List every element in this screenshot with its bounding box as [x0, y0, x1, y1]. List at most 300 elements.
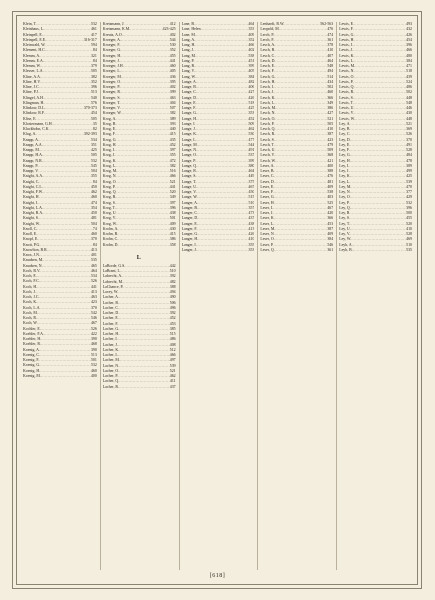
- entry-pages: 502: [327, 85, 334, 89]
- entry-name: Lewis, P.: [339, 79, 354, 84]
- entry-pages: 407: [327, 53, 334, 58]
- entry-pages: 423-425: [162, 27, 176, 32]
- entry-name: Lacher, R.: [102, 384, 119, 389]
- entry-pages: 438: [169, 211, 176, 215]
- entry-name: Krog, Q.: [102, 190, 117, 194]
- entry-pages: 460: [327, 90, 334, 95]
- entry-name: Lang, W.: [181, 74, 196, 79]
- entry-name: Leser, D.: [260, 179, 275, 184]
- entry-name: Koch, J.C.: [23, 295, 40, 299]
- entry-pages: 513: [90, 352, 97, 357]
- entry-name: Koehler, F.A.: [23, 331, 44, 336]
- entry-name: Lesch, C.: [260, 53, 276, 58]
- entry-name: Leyh, A.: [339, 242, 353, 247]
- entry-name: Lacher, B.: [102, 300, 119, 305]
- index-entry: [103, 385, 176, 390]
- dot-leader: [119, 385, 170, 390]
- entry-pages: 505: [327, 121, 334, 126]
- entry-name: Ley, P.: [339, 200, 350, 205]
- entry-name: Lesch, J.: [260, 90, 275, 95]
- entry-name: Koch, B.V.: [23, 268, 41, 273]
- entry-name: Krog, O.: [102, 179, 117, 184]
- entry-pages: 446: [406, 106, 412, 110]
- entry-pages: 534: [90, 274, 97, 278]
- entry-pages: 505: [90, 69, 97, 74]
- entry-pages: 562-563: [320, 22, 334, 26]
- entry-name: Knoll, E.: [23, 232, 38, 236]
- entry-name: Krog, N.: [102, 174, 117, 179]
- dot-leader: [275, 248, 328, 253]
- entry-pages: 400: [327, 163, 334, 168]
- entry-name: Ley, L.: [339, 179, 351, 184]
- entry-pages: 382: [169, 163, 176, 168]
- entry-pages: 448: [406, 95, 412, 100]
- entry-pages: 452: [169, 316, 176, 321]
- entry-pages: 509: [327, 148, 334, 152]
- entry-name: Kluckhohn, C.K.: [23, 127, 50, 131]
- dot-leader: [41, 374, 91, 379]
- entry-name: Lange, F.: [181, 106, 197, 110]
- entry-pages: 357: [248, 205, 255, 210]
- entry-name: Leser, E.: [260, 184, 275, 189]
- column-2-l-entries: [103, 264, 176, 390]
- entry-name: Koch, M.: [23, 310, 38, 315]
- entry-name: Knight, H.: [23, 195, 40, 200]
- entry-name: Ley, T.: [339, 221, 350, 226]
- entry-name: Ley, Q.: [339, 205, 351, 210]
- entry-pages: 501: [90, 358, 97, 362]
- index-column-5: [336, 22, 415, 570]
- entry-pages: 388: [327, 169, 334, 173]
- entry-name: Lacher, F.: [102, 321, 119, 326]
- entry-name: Koehler, H.: [23, 337, 42, 341]
- entry-name: Lewis, H.: [339, 37, 355, 42]
- entry-pages: 476: [327, 174, 334, 179]
- entry-name: Kreutz, A.O.: [102, 32, 123, 37]
- index-column-2: [100, 22, 179, 570]
- entry-pages: 432: [406, 27, 412, 32]
- entry-pages: 534: [90, 137, 97, 142]
- entry-name: Lesch, I.: [260, 85, 274, 89]
- entry-name: Lacher, E.: [102, 316, 119, 321]
- entry-name: Krog, W.: [102, 221, 117, 226]
- entry-pages: 515: [248, 195, 255, 200]
- entry-pages: 377: [406, 190, 412, 194]
- entry-pages: 515: [169, 332, 176, 336]
- entry-name: Lange, G.: [181, 111, 198, 116]
- entry-name: Koch, H.: [23, 284, 38, 289]
- entry-pages: 494: [169, 290, 176, 294]
- entry-name: Lang, R.: [181, 64, 196, 68]
- entry-pages: 538: [327, 190, 334, 194]
- entry-pages: 521: [327, 116, 334, 121]
- entry-pages: 417: [90, 32, 97, 37]
- entry-name: Lange, B.: [181, 85, 197, 89]
- entry-name: Leser, F.: [260, 190, 274, 194]
- entry-pages: 465: [90, 263, 97, 268]
- entry-name: Lesch, O.: [260, 116, 276, 121]
- entry-name: Koch, L.A.: [23, 305, 41, 310]
- entry-name: Kroeger, H.: [102, 53, 122, 58]
- entry-name: Leser, L.: [260, 221, 275, 226]
- entry-name: Lacher, O.: [102, 368, 120, 373]
- entry-pages: 532: [90, 363, 97, 368]
- entry-pages: 434: [327, 79, 334, 84]
- section-heading: L: [136, 254, 142, 261]
- entry-pages: 455: [406, 216, 412, 221]
- entry-name: Lewis, S.: [339, 95, 354, 100]
- entry-name: Koenig, G.: [23, 363, 41, 368]
- entry-pages: 504: [90, 221, 97, 226]
- entry-pages: 378: [327, 43, 334, 47]
- entry-pages: 521: [406, 121, 412, 126]
- entry-name: Leser, B.: [260, 169, 275, 173]
- entry-name: Klinkow, D.L.: [23, 106, 46, 110]
- entry-pages: 384: [248, 74, 255, 79]
- entry-name: Ley, N.: [339, 190, 351, 194]
- entry-name: Lange, J.: [181, 127, 196, 131]
- entry-pages: 526: [90, 326, 97, 331]
- entry-pages: 468: [90, 342, 97, 347]
- entry-pages: 500: [406, 211, 412, 215]
- entry-pages: 490: [169, 295, 176, 300]
- entry-pages: 494: [327, 69, 334, 74]
- entry-pages: 491: [248, 148, 255, 152]
- entry-pages: 482: [248, 79, 255, 84]
- entry-name: Leopold, M.: [260, 27, 280, 32]
- entry-name: Leser, Q.: [260, 247, 275, 252]
- entry-name: Lewis, N.: [339, 69, 355, 74]
- entry-name: Lesch, N.: [260, 111, 276, 116]
- entry-pages: 423: [90, 300, 97, 305]
- entry-pages: 497: [169, 358, 176, 363]
- entry-name: Lang, V.: [181, 69, 195, 74]
- entry-name: Langer, A.: [181, 200, 198, 205]
- entry-name: Lewis, I.: [339, 43, 353, 47]
- entry-pages: 355: [90, 174, 97, 179]
- entry-name: Knoll, C.: [23, 226, 38, 231]
- entry-name: Lacher, D.: [102, 311, 120, 315]
- entry-name: Knudsen, N.: [23, 263, 43, 268]
- entry-pages: 404: [169, 100, 176, 105]
- entry-pages: 425: [406, 174, 412, 179]
- entry-pages: 410: [327, 48, 334, 53]
- entry-name: Ley, A.: [339, 121, 351, 126]
- entry-pages: 594: [90, 43, 97, 47]
- entry-name: Lesch, Q.: [260, 127, 276, 131]
- entry-pages: 437: [248, 216, 255, 221]
- entry-name: Ley, S.: [339, 216, 351, 221]
- entry-name: Langer, E.: [181, 221, 198, 226]
- entry-name: Koch, E.: [23, 274, 37, 278]
- entry-name: Leser, C.: [260, 174, 275, 179]
- entry-pages: 455: [169, 53, 176, 58]
- entry-pages: 477: [248, 137, 255, 142]
- entry-name: Lacey, W.: [102, 290, 119, 294]
- entry-name: Leser, G.: [260, 195, 275, 200]
- entry-name: Koenig, H.: [23, 368, 41, 373]
- entry-name: Krog, K.: [102, 158, 117, 163]
- entry-pages: 382: [169, 111, 176, 116]
- entry-pages: 408: [169, 342, 176, 347]
- entry-pages: 504: [90, 169, 97, 173]
- entry-name: Klise, E.: [23, 116, 37, 121]
- entry-pages: 82: [92, 127, 97, 131]
- entry-name: Ley, D.: [339, 137, 351, 142]
- entry-pages: 389: [406, 163, 412, 168]
- entry-name: Lange, U.: [181, 184, 198, 189]
- entry-pages: 460: [90, 368, 97, 373]
- entry-pages: 450: [248, 190, 255, 194]
- entry-pages: 379: [90, 64, 97, 68]
- entry-name: Lesch, A.: [260, 43, 276, 47]
- entry-pages: 396: [90, 85, 97, 89]
- entry-pages: 441: [169, 58, 176, 63]
- entry-pages: 358: [169, 242, 176, 247]
- entry-pages: 461: [90, 27, 97, 32]
- entry-name: Krog, S.: [102, 200, 116, 205]
- entry-name: Ley, R.: [339, 211, 351, 215]
- entry-name: Lange, H.: [181, 116, 198, 121]
- entry-name: Kleinpell, E.E.: [23, 37, 47, 42]
- entry-pages: 399: [169, 90, 176, 95]
- entry-pages: 420: [327, 211, 334, 215]
- entry-name: Lang, J.: [181, 48, 195, 53]
- entry-pages: 84: [92, 242, 97, 247]
- entry-pages: 361: [327, 247, 334, 252]
- entry-pages: 387: [327, 226, 334, 231]
- entry-pages: 467: [327, 205, 334, 210]
- entry-name: Lange, T.: [181, 179, 197, 184]
- entry-name: Klinkow, R.F.: [23, 111, 45, 116]
- entry-name: Lang, P.: [181, 58, 195, 63]
- entry-name: Lange, N.: [181, 148, 198, 152]
- entry-name: Lesch, V.: [260, 153, 275, 158]
- entry-pages: 464: [248, 169, 255, 173]
- entry-name: Koch, R.: [23, 316, 37, 320]
- entry-name: Lacher, H.: [102, 332, 120, 336]
- entry-pages: 450: [90, 211, 97, 215]
- entry-pages: 476: [327, 27, 334, 32]
- entry-pages: 409: [169, 221, 176, 226]
- entry-name: Lerch, F.: [260, 37, 275, 42]
- entry-pages: 441: [169, 184, 176, 189]
- entry-name: Knight, L.A.: [23, 205, 43, 210]
- entry-name: Lesch, U.: [260, 148, 276, 152]
- entry-pages: 535: [90, 258, 97, 263]
- entry-name: Kroeger, A.: [102, 37, 121, 42]
- entry-name: Knapp, H.A.: [23, 153, 43, 158]
- entry-name: Knight, S.: [23, 216, 39, 221]
- entry-pages: 387: [327, 132, 334, 137]
- entry-name: Kroeger, M.: [102, 74, 122, 79]
- entry-pages: 462: [90, 190, 97, 194]
- entry-name: Lesch, D.: [260, 58, 276, 63]
- entry-name: Ley, H.: [339, 158, 351, 163]
- entry-pages: 440: [169, 127, 176, 131]
- entry-name: Langer, G.: [181, 232, 199, 236]
- entry-pages: 524: [406, 79, 412, 84]
- entry-name: Leser, M.: [260, 226, 276, 231]
- entry-name: Ley, K.: [339, 174, 351, 179]
- entry-name: Lewis, F.: [339, 27, 354, 32]
- entry-pages: 441: [90, 284, 97, 289]
- entry-name: Kroeger, O.: [102, 79, 122, 84]
- entry-pages: 453: [327, 221, 334, 226]
- index-column-1: [21, 22, 100, 570]
- entry-pages: 370: [90, 305, 97, 310]
- index-entry: [260, 248, 333, 253]
- entry-name: Lange, K.: [181, 132, 198, 137]
- entry-pages: 506: [169, 300, 176, 305]
- entry-name: Langer, B.: [181, 205, 198, 210]
- entry-name: Leser, I.: [260, 205, 274, 210]
- entry-pages: 415: [169, 232, 176, 236]
- entry-name: Knapp, N.R.: [23, 158, 43, 163]
- entry-pages: 402: [248, 48, 255, 53]
- entry-name: Lesch, T.: [260, 142, 275, 147]
- column-2-top: [103, 22, 176, 248]
- entry-name: Kroeger, J.H.: [102, 64, 124, 68]
- entry-pages: 452: [248, 116, 255, 121]
- entry-pages: 479: [327, 142, 334, 147]
- entry-pages: 548: [406, 100, 412, 105]
- entry-pages: 84: [92, 48, 97, 53]
- entry-pages: 355: [169, 153, 176, 158]
- entry-name: Kroeger, S.: [102, 95, 121, 100]
- entry-pages: 481: [90, 216, 97, 221]
- entry-name: Lesch, S.: [260, 137, 275, 142]
- entry-pages: 453: [169, 321, 176, 326]
- entry-name: Knight, C.: [23, 179, 40, 184]
- entry-name: Lesch, H.: [260, 79, 276, 84]
- entry-pages: 316-317: [83, 37, 97, 42]
- index-column-3: [179, 22, 258, 570]
- entry-pages: 496: [169, 305, 176, 310]
- entry-pages: 409: [248, 32, 255, 37]
- entry-pages: 388: [169, 284, 176, 289]
- index-column-4: [257, 22, 336, 570]
- entry-pages: 470: [406, 184, 412, 189]
- entry-pages: 513: [90, 90, 97, 95]
- entry-name: Lange, S.: [181, 174, 197, 179]
- entry-pages: 516: [169, 169, 176, 173]
- entry-pages: 542: [90, 310, 97, 315]
- entry-pages: 349: [169, 195, 176, 200]
- entry-pages: 525: [327, 200, 334, 205]
- entry-name: Kroeger, L.: [102, 69, 121, 74]
- entry-pages: 84: [92, 58, 97, 63]
- entry-pages: 462: [169, 374, 176, 378]
- entry-name: Langer, F.: [181, 226, 198, 231]
- entry-pages: 354: [90, 205, 97, 210]
- entry-name: Langer, H.: [181, 237, 199, 242]
- index-entry: [182, 248, 255, 253]
- entry-name: LaBorde, G.S.: [102, 263, 126, 268]
- entry-name: Kline, A.A.: [23, 74, 41, 79]
- entry-pages: 537: [248, 153, 255, 158]
- entry-name: Koenig, F.: [23, 358, 40, 362]
- entry-name: Lange, O.: [181, 153, 198, 158]
- entry-pages: 397: [169, 148, 176, 152]
- entry-name: Labrecht, M.: [102, 279, 123, 284]
- entry-pages: 437: [169, 384, 176, 389]
- entry-pages: 474: [327, 32, 334, 37]
- entry-name: Knapp, M.: [23, 148, 40, 152]
- entry-name: Klostermann, G.H.: [23, 121, 53, 126]
- entry-pages: 463: [90, 295, 97, 299]
- entry-name: Krog, H.: [102, 142, 117, 147]
- entry-pages: 454: [406, 37, 412, 42]
- entry-name: Lewis, T.: [339, 100, 354, 105]
- entry-pages: 502: [406, 90, 412, 95]
- entry-name: Kline, J.C.: [23, 85, 40, 89]
- entry-name: Krog, T.: [102, 205, 116, 210]
- entry-name: Kleinhaus, L.: [23, 27, 45, 32]
- entry-name: Knudsen, M.: [23, 258, 44, 263]
- entry-pages: 450: [90, 184, 97, 189]
- entry-pages: 352: [248, 37, 255, 42]
- entry-pages: 545: [90, 163, 97, 168]
- entry-pages: 386: [169, 237, 176, 242]
- entry-name: Koenig, C.: [23, 352, 40, 357]
- entry-pages: 401: [90, 253, 97, 257]
- index-entry: [103, 243, 176, 248]
- entry-name: LaChance, P.: [102, 284, 124, 289]
- entry-pages: 392: [169, 311, 176, 315]
- index-entry: [339, 248, 412, 253]
- entry-name: Koehler, R.: [23, 342, 41, 347]
- entry-pages: 520: [169, 190, 176, 194]
- entry-pages: 427: [248, 90, 255, 95]
- entry-name: Knight, R.A.: [23, 211, 44, 215]
- entry-pages: 435: [169, 137, 176, 142]
- entry-name: Leser, N.: [260, 232, 275, 236]
- entry-pages: 369: [406, 127, 412, 131]
- entry-pages: 452: [169, 142, 176, 147]
- entry-name: Lange, E.: [181, 100, 197, 105]
- entry-pages: 482: [169, 279, 176, 284]
- entry-name: Krog, V.: [102, 216, 116, 221]
- entry-name: Kroeger, P.: [102, 85, 121, 89]
- entry-name: Knapp, V.: [23, 169, 39, 173]
- entry-pages: 462: [248, 127, 255, 131]
- entry-pages: 425: [90, 148, 97, 152]
- entry-pages: 448: [406, 116, 412, 121]
- entry-pages: 415: [169, 132, 176, 137]
- entry-name: Ley, U.: [339, 226, 351, 231]
- entry-pages: 413: [90, 247, 97, 252]
- entry-pages: 400: [90, 373, 97, 378]
- entry-pages: 351: [90, 142, 97, 147]
- entry-pages: 393: [169, 121, 176, 126]
- entry-name: Leser, A.: [260, 163, 275, 168]
- entry-name: Lesch, F.: [260, 69, 275, 74]
- entry-pages: 466: [169, 174, 176, 179]
- entry-pages: 402: [169, 85, 176, 89]
- entry-pages: 361: [327, 37, 334, 42]
- entry-name: Lewis, Q.: [339, 85, 355, 89]
- entry-pages: 464: [248, 22, 255, 26]
- entry-name: Leser, P.: [260, 242, 274, 247]
- entry-name: Lesch, W.: [260, 158, 276, 163]
- entry-name: Lewis, K.: [339, 53, 355, 58]
- entry-name: Lange, L.: [181, 137, 197, 142]
- entry-name: Krohn, D.: [102, 242, 119, 247]
- entry-name: Lacher, L.: [102, 353, 119, 357]
- entry-pages: 532: [90, 22, 97, 26]
- entry-name: Lesch, L.: [260, 100, 275, 105]
